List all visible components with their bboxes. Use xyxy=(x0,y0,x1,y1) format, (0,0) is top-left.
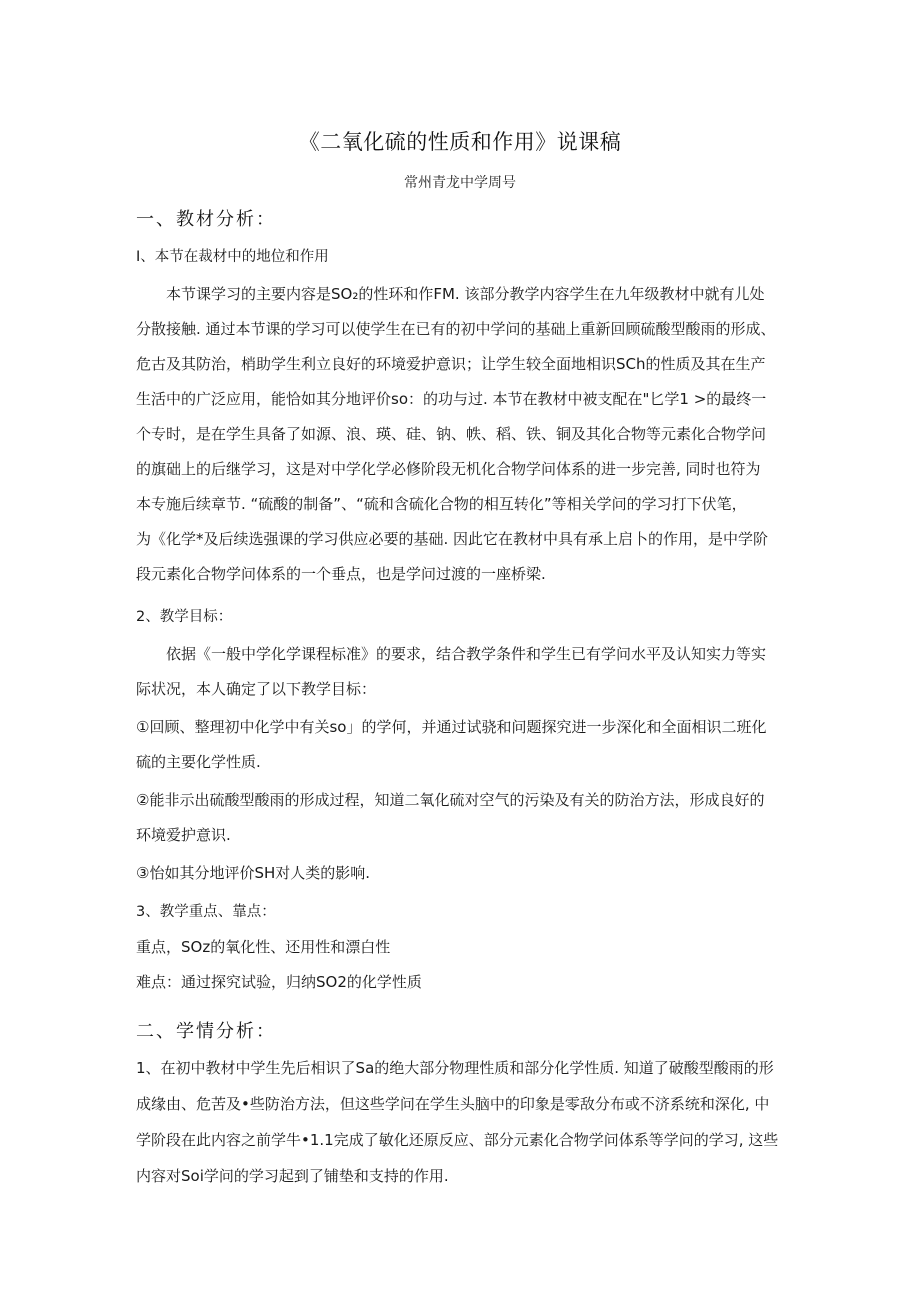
paragraph-line: 段元素化合物学问体系的一个垂点，也是学问过渡的一座桥梁. xyxy=(136,565,546,583)
difficulty-point: 难点：通过探究试验，归纳SO2的化学性质 xyxy=(136,973,422,991)
paragraph-line: 内容对Soi学问的学习起到了铺垫和支持的作用. xyxy=(136,1167,449,1185)
paragraph-line: 本节课学习的主要内容是SO₂的性环和作FM. 该部分教学内容学生在九年级教材中就有儿处 xyxy=(166,285,765,303)
paragraph-line: 生活中的广泛应用，能恰如其分地评价so：的功与过. 本节在教材中被支配在"匕学1 >的最终一 xyxy=(136,390,767,408)
paragraph-line: 为《化学*及后续选强课的学习供应必要的基础. 因此它在教材中具有承上启卜的作用，是中学阶 xyxy=(136,530,769,548)
key-point: 重点，SOz的氧化性、还用性和漂白性 xyxy=(136,938,391,956)
subheading-goals: 2、教学目标： xyxy=(136,609,233,625)
subheading-key-points: 3、教学重点、靠点： xyxy=(136,904,276,920)
goal-line: ①回顾、整理初中化学中有关so」的学何，并通过试骁和问题探究进一步深化和全面相识二班化 xyxy=(136,718,767,736)
paragraph-line: 际状况，本人确定了以下教学目标： xyxy=(136,680,377,698)
paragraph-line: 1、在初中教材中学生先后相识了Sa的绝大部分物理性质和部分化学性质. 知道了破酸型酸雨的形 xyxy=(136,1059,774,1077)
goal-line: ②能非示出硫酸型酸雨的形成过程，知道二氧化硫对空气的污染及有关的防治方法，形成良好的 xyxy=(136,791,765,809)
author-line: 常州青龙中学周号 xyxy=(404,175,516,191)
goal-line: 硫的主要化学性质. xyxy=(136,753,261,771)
paragraph-line: 本专施后续章节. “硫酸的制备”、“硫和含硫化合物的相互转化”等相关学问的学习打下伏笔， xyxy=(136,495,747,513)
paragraph-line: 危古及其防治，梢助学生利立良好的环境爱护意识；让学生较全面地相识SCh的性质及其在生产 xyxy=(136,355,766,373)
section-heading-students: 二、学情分析： xyxy=(136,1021,276,1042)
document-title: 《二氧化硫的性质和作用》说课稿 xyxy=(298,130,622,154)
paragraph-line: 个专时，是在学生具备了如源、浪、瑛、硅、钠、帙、稻、铁、铜及其化合物等元素化合物学问 xyxy=(136,425,767,443)
paragraph-line: 依据《一般中学化学课程标准》的要求，结合教学条件和学生已有学问水平及认知实力等实 xyxy=(166,645,767,663)
subheading-position: I、本节在裁材中的地位和作用 xyxy=(136,249,329,265)
goal-line: 环境爱护意识. xyxy=(136,826,231,844)
section-heading-materials: 一、教材分析： xyxy=(136,209,276,230)
paragraph-line: 成缘由、危苦及•些防治方法，但这些学问在学生头脑中的印象是零敌分布或不济系统和深化, 中 xyxy=(136,1095,770,1113)
paragraph-line: 的旗础上的后继学习，这是对中学化学必修阶段无机化合物学问体系的进一步完善, 同时也符为 xyxy=(136,460,761,478)
paragraph-line: 学阶段在此内容之前学牛•1.1完成了敏化还原反应、部分元素化合物学问体系等学问的学习, 这些 xyxy=(136,1131,779,1149)
goal-line: ③怡如其分地评价SH对人类的影响. xyxy=(136,864,371,882)
paragraph-line: 分散接触. 通过本节课的学习可以使学生在已有的初中学问的基础上重新回顾硫酸型酸雨的形成、 xyxy=(136,320,776,338)
